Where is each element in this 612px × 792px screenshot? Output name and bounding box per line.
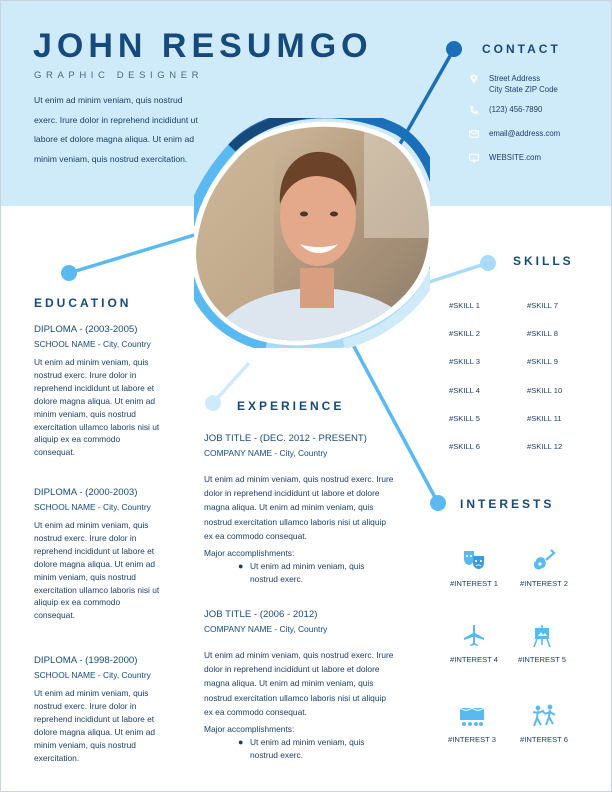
education-entry xyxy=(34,655,162,764)
education-heading: EDUCATION xyxy=(34,296,132,310)
skill-item: #SKILL 1 xyxy=(449,301,480,310)
website-url: WEBSITE.com xyxy=(489,153,541,162)
accomplishment-text: Ut enim ad minim veniam, quis nostrud exerc. xyxy=(250,737,365,761)
education-school: SCHOOL NAME - City, Country xyxy=(34,502,151,512)
accomplishments-label: Major accomplishments: xyxy=(204,548,295,559)
interest-label: #INTEREST 3 xyxy=(448,735,496,744)
job-description: Ut enim ad minim veniam, quis nostrud exerc. Irure dolor in reprehend incididunt ut labore et dolore magna aliqua. Ut enim ad minim veniam, quis nostrud exercitation ullamco laboris nisi ut aliquip ex ea commodo consequat. xyxy=(204,650,394,717)
accomplishment-item: ● Ut enim ad minim veniam, quis nostrud exerc. xyxy=(238,560,394,586)
interest-item xyxy=(512,547,576,588)
education-description: Ut enim ad minim veniam, quis nostrud exerc. Irure dolor in reprehend incididunt ut labore et dolore magna aliqua. Ut enim ad minim veniam, quis nostrud exercitation. xyxy=(34,688,156,763)
job-company: COMPANY NAME - City, Country xyxy=(204,448,328,458)
easel-icon xyxy=(529,623,555,649)
candidate-role: GRAPHIC DESIGNER xyxy=(34,70,204,81)
contact-block xyxy=(468,73,598,164)
skills-grid xyxy=(449,301,589,470)
cinema-icon xyxy=(459,703,485,729)
job-title: JOB TITLE - (DEC. 2012 - PRESENT) xyxy=(204,433,367,444)
interest-item xyxy=(510,623,574,664)
skill-item: #SKILL 9 xyxy=(527,357,558,367)
contact-heading: CONTACT xyxy=(482,42,561,56)
education-description: Ut enim ad minim veniam, quis nostrud exerc. Irure dolor in reprehend incididunt ut labore et dolore magna aliqua. Ut enim ad minim veniam, quis nostrud exercitation ullamco laboris nisi ut aliquip ex ea commodo consequat. xyxy=(34,520,160,621)
experience-heading: EXPERIENCE xyxy=(237,399,345,413)
skill-item: #SKILL 3 xyxy=(449,357,480,367)
interest-label: #INTEREST 4 xyxy=(450,655,498,664)
interest-item xyxy=(440,703,504,744)
interest-label: #INTEREST 6 xyxy=(520,735,568,744)
education-entry xyxy=(34,487,162,622)
email-address: email@address.com xyxy=(489,129,561,138)
profile-photo xyxy=(194,118,430,348)
interest-item xyxy=(442,547,506,588)
skill-item: #SKILL 11 xyxy=(527,413,562,423)
interest-label: #INTEREST 5 xyxy=(518,655,566,664)
interest-item xyxy=(512,703,576,744)
job-description: Ut enim ad minim veniam, quis nostrud exerc. Irure dolor in reprehend incididunt ut labore et dolore magna aliqua. Ut enim ad minim veniam, quis nostrud exercitation ullamco laboris nisi ut aliquip ex ea commodo consequat. xyxy=(204,474,394,541)
phone-number: (123) 456-7890 xyxy=(489,105,543,114)
experience-entry xyxy=(204,609,394,762)
contact-email xyxy=(468,128,598,140)
education-description: Ut enim ad minim veniam, quis nostrud exerc. Irure dolor in reprehend incididunt ut labore et dolore magna aliqua. Ut enim ad minim veniam, quis nostrud exercitation ullamco laboris nisi ut aliquip ex ea commodo consequat. xyxy=(34,357,160,458)
education-title: DIPLOMA - (2000-2003) xyxy=(34,487,138,498)
skill-item: #SKILL 10 xyxy=(527,385,563,395)
job-title: JOB TITLE - (2006 - 2012) xyxy=(204,609,318,620)
accomplishment-item: ● Ut enim ad minim veniam, quis nostrud exerc. xyxy=(238,736,394,762)
skill-item: #SKILL 5 xyxy=(449,413,480,423)
airplane-icon xyxy=(461,623,487,649)
education-title: DIPLOMA - (2003-2005) xyxy=(34,324,138,335)
education-school: SCHOOL NAME - City, Country xyxy=(34,339,151,349)
interest-item xyxy=(442,623,506,664)
candidate-name: JOHN RESUMGO xyxy=(33,27,373,65)
contact-address xyxy=(468,73,598,95)
accomplishment-text: Ut enim ad minim veniam, quis nostrud exerc. xyxy=(250,561,365,585)
dancing-icon xyxy=(531,703,557,729)
skill-item: #SKILL 2 xyxy=(449,329,480,339)
interest-label: #INTEREST 1 xyxy=(450,579,498,588)
experience-entry xyxy=(204,433,394,586)
contact-website xyxy=(468,152,598,164)
education-school: SCHOOL NAME - City, Country xyxy=(34,670,151,680)
address-line1: Street Address xyxy=(489,74,541,83)
website-icon xyxy=(468,152,480,164)
skill-item: #SKILL 6 xyxy=(449,441,480,451)
skill-item: #SKILL 8 xyxy=(527,329,558,339)
skills-heading: SKILLS xyxy=(513,254,574,268)
address-line2: City State ZIP Code xyxy=(489,85,558,94)
interests-heading: INTERESTS xyxy=(460,497,555,511)
job-company: COMPANY NAME - City, Country xyxy=(204,624,328,634)
location-pin-icon xyxy=(468,73,480,85)
skill-item: #SKILL 4 xyxy=(449,385,480,395)
phone-icon xyxy=(468,104,480,116)
theater-masks-icon xyxy=(461,547,487,573)
interest-label: #INTEREST 2 xyxy=(520,579,568,588)
education-entry xyxy=(34,324,162,459)
skill-item: #SKILL 12 xyxy=(527,441,563,451)
profile-photo-frame xyxy=(194,118,430,348)
education-title: DIPLOMA - (1998-2000) xyxy=(34,655,138,666)
guitar-icon xyxy=(531,547,557,573)
skill-item: #SKILL 7 xyxy=(527,301,558,310)
intro-summary: Ut enim ad minim veniam, quis nostrud exerc. Irure dolor in reprehend incididunt ut labore et dolore magna aliqua. Ut enim ad minim veniam, quis nostrud exercitation. xyxy=(34,95,198,164)
email-icon xyxy=(468,128,480,140)
contact-phone xyxy=(468,104,598,116)
accomplishments-label: Major accomplishments: xyxy=(204,724,295,735)
